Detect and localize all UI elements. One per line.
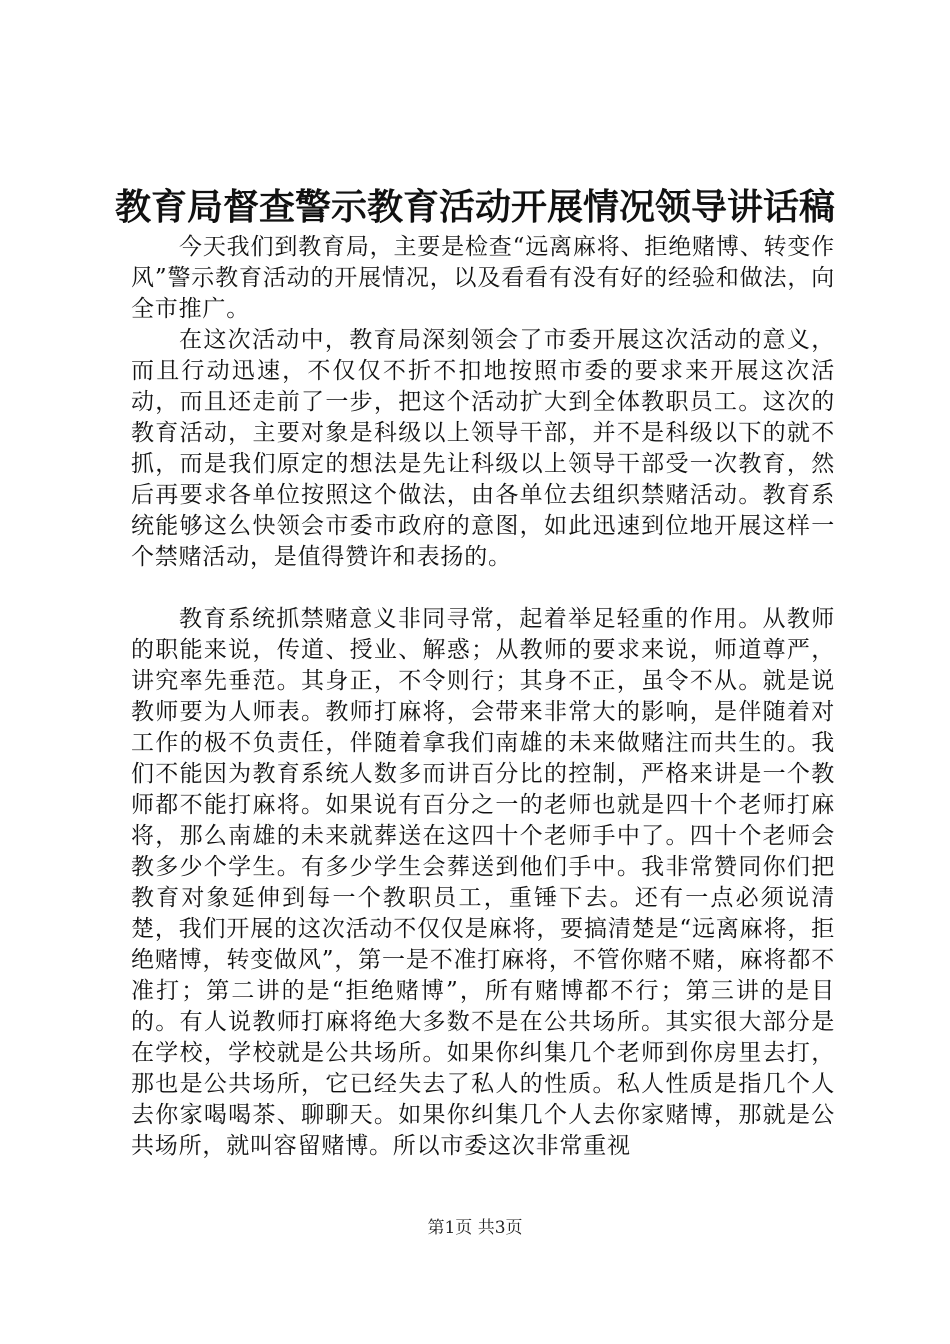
paragraph-significance: 教育系统抓禁赌意义非同寻常，起着举足轻重的作用。从教师的职能来说，传道、授业、解惑；从教师的要求来说，师道尊严，讲究率先垂范。其身正，不令则行；其身不正，虽令不从。就是说教师要为人师表。教师打麻将，会带来非常大的影响，是伴随着对工作的极不负责任，伴随着拿我们南雄的未来做赌注而共生的。我们不能因为教育系统人数多而讲百分比的控制，严格来讲是一个教师都不能打麻将。如果说有百分之一的老师也就是四十个老师打麻将，那么南雄的未来就葬送在这四十个老师手中了。四十个老师会教多少个学生。有多少学生会葬送到他们手中。我非常赞同你们把教育对象延伸到每一个教职员工，重锤下去。还有一点必须说清楚，我们开展的这次活动不仅仅是麻将，要搞清楚是“远离麻将，拒绝赌博，转变做风”，第一是不准打麻将，不管你赌不赌，麻将都不准打；第二讲的是“拒绝赌博”，所有赌博都不行；第三讲的是目的。有人说教师打麻将绝大多数不是在公共场所。其实很大部分是在学校，学校就是公共场所。如果你纠集几个老师到你房里去打，那也是公共场所，它已经失去了私人的性质。私人性质是指几个人去你家喝喝茶、聊聊天。如果你纠集几个人去你家赌博，那就是公共场所，就叫容留赌博。所以市委这次非常重视 [131, 606, 835, 1159]
paragraph-activity: 在这次活动中，教育局深刻领会了市委开展这次活动的意义，而且行动迅速，不仅仅不折不扣地按照市委的要求来开展这次活动，而且还走前了一步，把这个活动扩大到全体教职员工。这次的教育活动，主要对象是科级以上领导干部，并不是科级以下的就不抓，而是我们原定的想法是先让科级以上领导干部受一次教育，然后再要求各单位按照这个做法，由各单位去组织禁赌活动。教育系统能够这么快领会市委市政府的意图，如此迅速到位地开展这样一个禁赌活动，是值得赞许和表扬的。 [131, 327, 835, 570]
document-title: 教育局督查警示教育活动开展情况领导讲话稿 [114, 187, 835, 228]
document-body [131, 232, 835, 1162]
page-number-footer: 第1页 共3页 [427, 1218, 523, 1238]
paragraph-spacer [131, 573, 835, 604]
paragraph-intro: 今天我们到教育局，主要是检查“远离麻将、拒绝赌博、转变作风”警示教育活动的开展情况，以及看看有没有好的经验和做法，向全市推广。 [131, 234, 835, 322]
